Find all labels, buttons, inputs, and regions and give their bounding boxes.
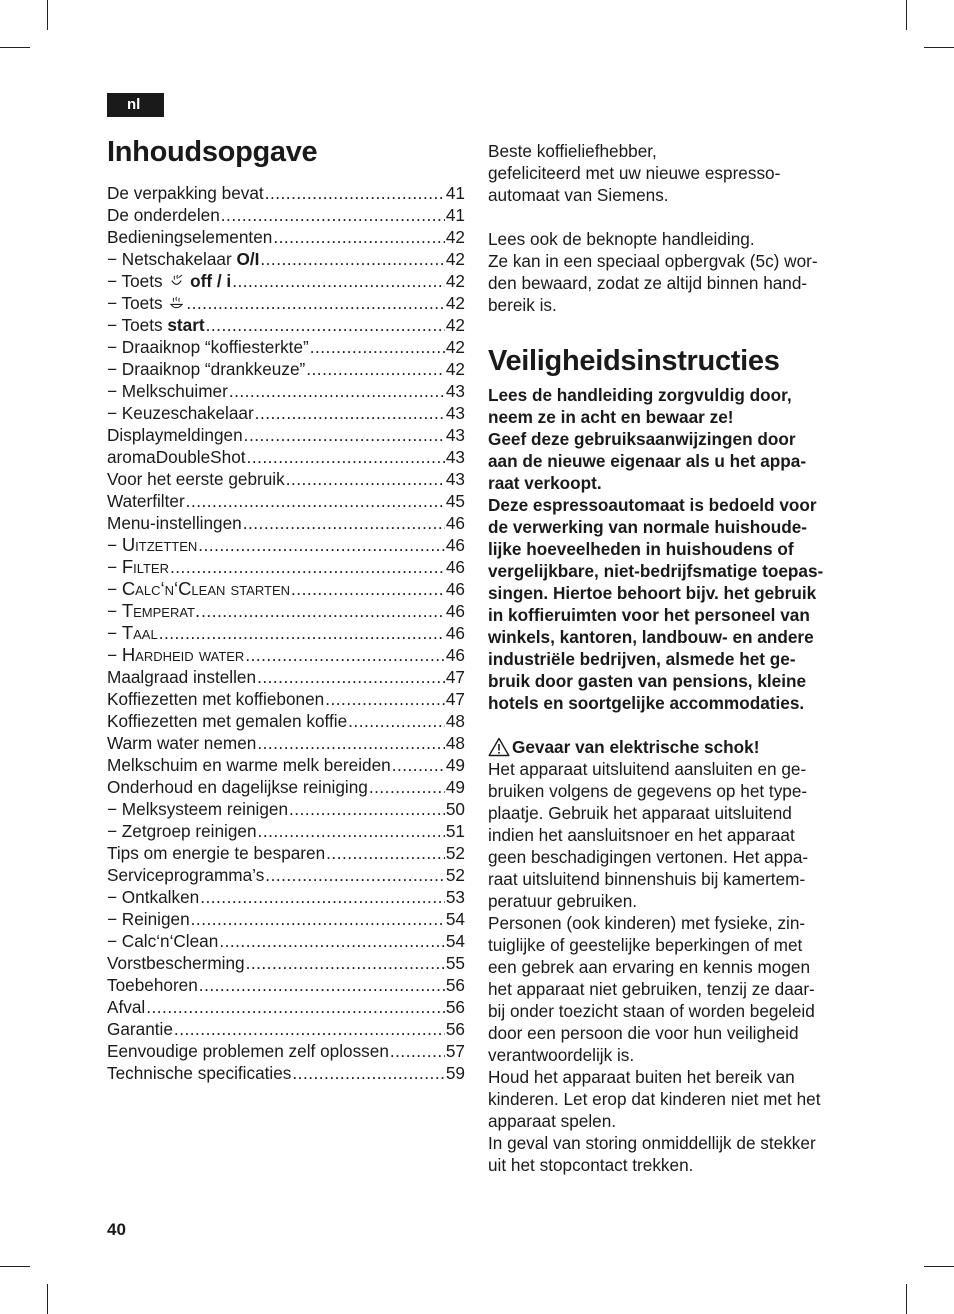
toc-entry [107,1062,465,1084]
toc-leader-dots [369,776,445,798]
toc-entry-page: 46 [445,579,465,599]
toc-leader-dots [306,358,445,380]
text-line: hotels en soortgelijke accommodaties. [488,693,805,713]
text-line: gefeliciteerd met uw nieuwe espresso- [488,163,781,183]
text-line: bereik is. [488,295,557,315]
toc-entry [107,468,465,490]
toc-entry-page: 42 [445,293,465,313]
toc-entry-label: Vorstbescherming [107,953,245,973]
toc-leader-dots [243,512,445,534]
toc-entry [107,842,465,864]
toc-leader-dots [257,666,445,688]
toc-entry-page: 42 [445,337,465,357]
toc-entry-label: − Ontkalken [107,887,200,907]
safety-notice [488,384,858,714]
toc-entry-label: Afval [107,997,146,1017]
toc-entry-label: − Draaiknop “koffiesterkte” [107,337,309,357]
text-line: lijke hoeveelheden in huishoudens of [488,539,794,559]
toc-entry [107,930,465,952]
intro-column [488,140,858,1176]
toc-entry-label: Maalgraad instellen [107,667,257,687]
language-tag: nl [107,93,164,117]
crop-mark [0,1266,30,1267]
toc-leader-dots [310,336,445,358]
toc-leader-dots [265,182,445,204]
toc-leader-dots [199,974,445,996]
toc-entry [107,600,465,622]
page-number: 40 [107,1220,126,1239]
text-line: een gebrek aan ervaring en kennis mogen [488,957,811,977]
text-line: In geval van storing onmiddellijk de stekker [488,1133,816,1153]
toc-entry-label: Waterfilter [107,491,185,511]
toc-leader-dots [146,996,445,1018]
toc-leader-dots [191,908,445,930]
toc-entry [107,512,465,534]
toc-entry-page: 51 [445,821,465,841]
text-line: raat verkoopt. [488,473,602,493]
toc-entry [107,204,465,226]
toc-leader-dots [201,600,445,622]
toc-entry-page: 42 [445,249,465,269]
toc-entry [107,622,465,644]
crop-mark [0,47,30,48]
text-line: bruik door gasten van pensions, kleine [488,671,807,691]
toc-leader-dots [245,644,445,666]
crop-mark [906,0,907,30]
toc-entry-page: 43 [445,447,465,467]
toc-entry-label: De verpakking bevat [107,183,264,203]
toc-entry-page: 42 [445,315,465,335]
text-line: Personen (ook kinderen) met fysieke, zin- [488,913,806,933]
toc-entry-label: Serviceprogramma’s [107,865,265,885]
toc-leader-dots [273,226,445,248]
toc-entry-page: 54 [445,909,465,929]
toc-entry-label: − Keuzeschakelaar [107,403,254,423]
text-line: den bewaard, zodat ze altijd binnen hand- [488,273,808,293]
toc-leader-dots [159,622,445,644]
toc-entry [107,556,465,578]
toc-entry-label: Technische specificaties [107,1063,292,1083]
toc-leader-dots [186,292,445,314]
text-line: de verwerking van normale huishoude- [488,517,808,537]
toc-leader-dots [265,864,445,886]
toc-entry [107,754,465,776]
toc-entry [107,886,465,908]
toc-leader-dots [291,578,445,600]
toc-entry [107,226,465,248]
text-line: Het apparaat uitsluitend aansluiten en ge- [488,759,807,779]
toc-leader-dots [229,380,445,402]
toc-entry-page: 46 [445,513,465,533]
text-line: tuiglijke of geestelijke beperkingen of met [488,935,803,955]
toc-entry [107,248,465,270]
text-line: raat uitsluitend binnenshuis bij kamertem- [488,869,806,889]
toc-entry-label: − Melksysteem reinigen [107,799,289,819]
toc-entry [107,798,465,820]
toc-entry-page: 45 [445,491,465,511]
toc-entry-label: Toebehoren [107,975,198,995]
crop-mark [924,1266,954,1267]
toc-entry-label: Menu-instellingen [107,513,242,533]
toc-leader-dots [206,314,445,336]
toc-leader-dots [232,270,445,292]
toc-leader-dots [326,842,445,864]
toc-entry-page: 41 [445,183,465,203]
toc-entry [107,996,465,1018]
toc-entry-page: 48 [445,733,465,753]
toc-entry [107,314,465,336]
toc-entry-label: − Melkschuimer [107,381,228,401]
toc-entry-label: Warm water nemen [107,733,257,753]
toc-entry-label: aromaDoubleShot [107,447,246,467]
toc-entry-page: 57 [445,1041,465,1061]
toc-leader-dots [170,556,445,578]
warning-heading [488,736,858,758]
toc-leader-dots [325,688,445,710]
toc-leader-dots [292,1062,444,1084]
toc-entry-page: 46 [445,645,465,665]
toc-entry-page: 41 [445,205,465,225]
toc-leader-dots [221,204,445,226]
toc-leader-dots [174,1018,445,1040]
toc-entry [107,182,465,204]
toc-leader-dots [286,468,445,490]
crop-mark [47,0,48,30]
toc-entry [107,424,465,446]
crop-mark [924,47,954,48]
toc-entry-page: 46 [445,557,465,577]
toc-leader-dots [260,248,445,270]
toc-entry-label: − Zetgroep reinigen [107,821,257,841]
text-line: aan de nieuwe eigenaar als u het appa- [488,451,807,471]
toc-leader-dots [247,446,445,468]
safety-title: Veiligheidsinstructies [488,345,780,377]
toc-column [107,130,465,1084]
toc-entry [107,336,465,358]
toc-entry-label: Eenvoudige problemen zelf oplossen [107,1041,389,1061]
toc-entry-label: − Uitzetten [107,534,198,555]
text-line: indien het aansluitsnoer en het apparaat [488,825,795,845]
crop-mark [47,1284,48,1314]
text-line: peratuur gebruiken. [488,891,638,911]
toc-entry-label: − Toets [107,292,185,315]
toc-leader-dots [257,732,445,754]
toc-entry-page: 55 [445,953,465,973]
toc-entry [107,380,465,402]
toc-entry-label: − Taal [107,622,158,643]
text-line: in koffieruimten voor het personeel van [488,605,810,625]
toc-entry [107,446,465,468]
toc-entry-label: − Toets start [107,315,205,335]
toc-entry-page: 53 [445,887,465,907]
toc-leader-dots [219,930,445,952]
toc-entry-label: − Netschakelaar O/I [107,249,260,269]
toc-entry-page: 49 [445,777,465,797]
text-line: industriële bedrijven, alsmede het ge- [488,649,796,669]
toc-entry-page: 56 [445,1019,465,1039]
toc-entry-label: Onderhoud en dagelijkse reiniging [107,777,368,797]
toc-leader-dots [289,798,445,820]
toc-entry-page: 56 [445,997,465,1017]
toc-entry-page: 46 [445,601,465,621]
text-line: apparaat spelen. [488,1111,617,1131]
toc-entry-label: Bedieningselementen [107,227,273,247]
toc-entry-page: 42 [445,359,465,379]
intro-text [488,140,858,316]
toc-entry [107,534,465,556]
toc-entry-page: 43 [445,403,465,423]
toc-entry-label: De onderdelen [107,205,220,225]
text-line: Geef deze gebruiksaanwijzingen door [488,429,796,449]
toc-entry [107,1018,465,1040]
toc-entry-page: 49 [445,755,465,775]
safety-body [488,758,858,1176]
text-line: plaatje. Gebruik het apparaat uitsluitend [488,803,792,823]
toc-entry-label: − Filter [107,556,169,577]
toc-entry-label: Tips om energie te besparen [107,843,326,863]
toc-leader-dots [348,710,445,732]
toc-entry-label: Displaymeldingen [107,425,243,445]
toc-entry [107,666,465,688]
toc-entry-page: 52 [445,843,465,863]
hot-water-icon [169,296,184,311]
toc-entry-label: − Calc‘n‘Clean starten [107,578,291,599]
text-line: bruiken volgens de gegevens op het type- [488,781,808,801]
text-line: Beste koffieliefhebber, [488,141,657,161]
text-line: Ze kan in een speciaal opbergvak (5c) wor- [488,251,818,271]
toc-entry-page: 47 [445,667,465,687]
toc-leader-dots [244,424,445,446]
toc-entry [107,270,465,292]
toc-entry-page: 42 [445,271,465,291]
text-line: Houd het apparaat buiten het bereik van [488,1067,795,1087]
toc-entry-page: 46 [445,623,465,643]
steam-cup-icon [169,274,184,289]
toc-entry [107,974,465,996]
text-line: singen. Hiertoe behoort bijv. het gebruik [488,583,817,603]
toc-entry-page: 46 [445,535,465,555]
text-line [488,206,858,228]
text-line: uit het stopcontact trekken. [488,1155,694,1175]
toc-entry-label: Koffiezetten met gemalen koffie [107,711,348,731]
toc-entry [107,292,465,314]
toc-leader-dots [255,402,445,424]
toc-entry-page: 59 [445,1063,465,1083]
toc-entry-label: − Hardheid water [107,644,245,665]
toc-entry-page: 48 [445,711,465,731]
toc-entry [107,952,465,974]
toc-entry [107,864,465,886]
toc-leader-dots [200,886,445,908]
crop-mark [906,1284,907,1314]
toc-entry [107,732,465,754]
toc-leader-dots [390,1040,445,1062]
text-line: Lees de handleiding zorgvuldig door, [488,385,792,405]
text-line: automaat van Siemens. [488,185,669,205]
toc-entry [107,820,465,842]
toc-entry [107,710,465,732]
text-line: het apparaat niet gebruiken, tenzij ze daar- [488,979,815,999]
toc-leader-dots [258,820,445,842]
text-line: door een persoon die voor hun veiligheid [488,1023,799,1043]
warning-title: Gevaar van elektrische schok! [512,737,760,757]
toc-entry-page: 43 [445,425,465,445]
text-line: kinderen. Let erop dat kinderen niet met het [488,1089,821,1109]
toc-entry [107,776,465,798]
text-line: Lees ook de beknopte handleiding. [488,229,755,249]
text-line: bij onder toezicht staan of worden begeleid [488,1001,815,1021]
toc-entry [107,578,465,600]
toc-entry-label: Koffiezetten met koffiebonen [107,689,325,709]
toc-entry-page: 47 [445,689,465,709]
toc-entry [107,490,465,512]
toc-entry-page: 43 [445,381,465,401]
toc-leader-dots [246,952,445,974]
text-line: vergelijkbare, niet-bedrijfsmatige toepas- [488,561,824,581]
toc-entry [107,644,465,666]
warning-triangle-icon [488,737,510,757]
toc-entry-label: Melkschuim en warme melk bereiden [107,755,391,775]
text-line: winkels, kantoren, landbouw- en andere [488,627,814,647]
toc-entry-label: − Reinigen [107,909,190,929]
toc-entry-label: − Draaiknop “drankkeuze” [107,359,306,379]
toc-leader-dots [186,490,445,512]
toc-entry-page: 50 [445,799,465,819]
toc-entry-page: 54 [445,931,465,951]
toc-entry [107,358,465,380]
toc-entry-page: 56 [445,975,465,995]
text-line: neem ze in acht en bewaar ze! [488,407,734,427]
toc-entry [107,1040,465,1062]
toc-entry-label: − Temperat. [107,600,201,621]
text-line: verantwoordelijk is. [488,1045,635,1065]
text-line: Deze espressoautomaat is bedoeld voor [488,495,817,515]
text-line: geen beschadigingen vertonen. Het appa- [488,847,809,867]
toc-entry [107,402,465,424]
toc-entry [107,908,465,930]
toc-entry-page: 42 [445,227,465,247]
toc-leader-dots [198,534,445,556]
toc-entry-page: 43 [445,469,465,489]
toc-entry-page: 52 [445,865,465,885]
toc-entry-label: Voor het eerste gebruik [107,469,285,489]
toc-entry-label: − Toets off / i [107,271,232,291]
toc-title: Inhoudsopgave [107,136,318,168]
toc-entry [107,688,465,710]
toc-entry-label: Garantie [107,1019,173,1039]
toc-leader-dots [392,754,445,776]
toc-list [107,182,465,1084]
toc-entry-label: − Calc‘n‘Clean [107,931,219,951]
